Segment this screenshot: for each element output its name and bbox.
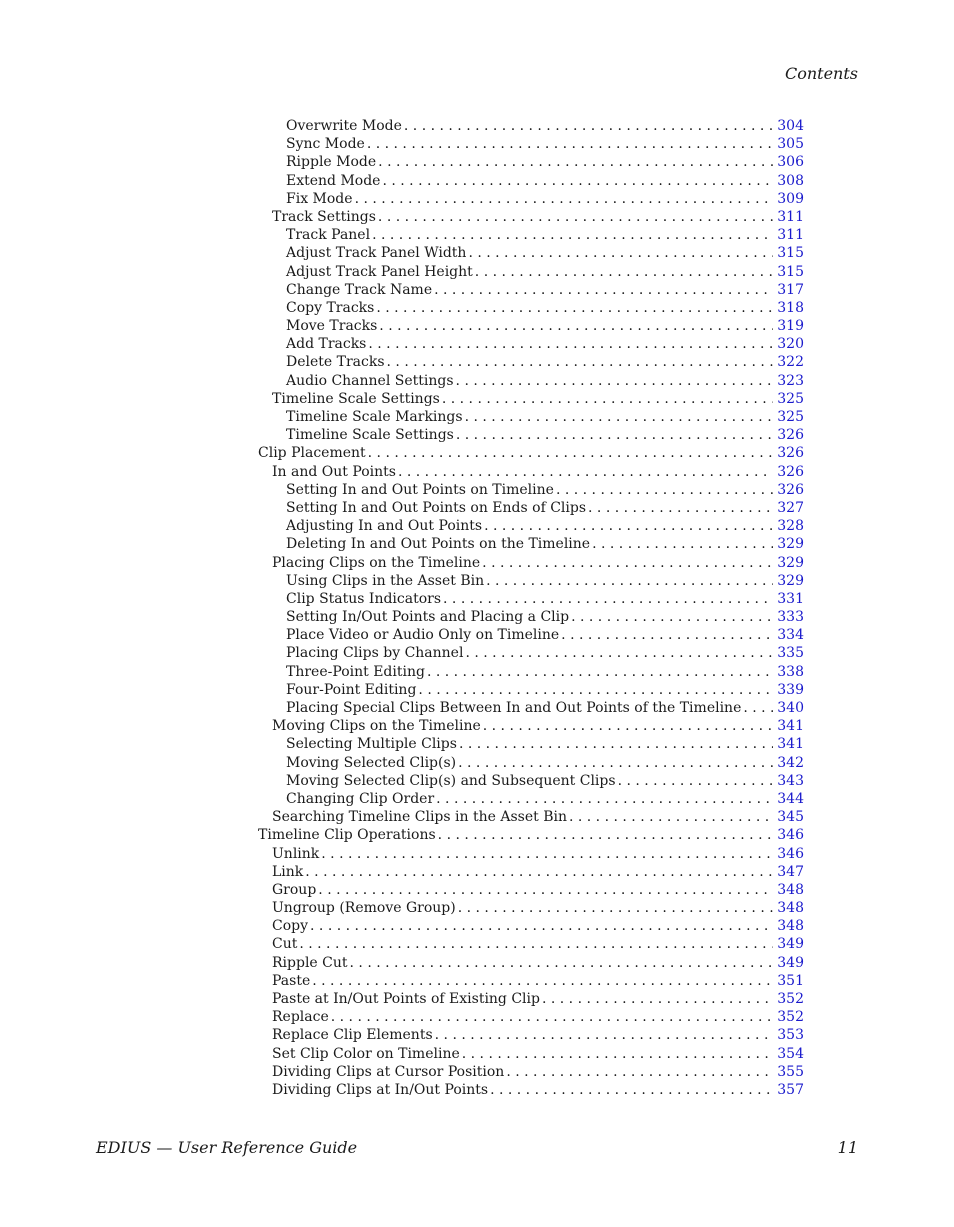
toc-entry-title: Replace Clip Elements bbox=[272, 1027, 433, 1044]
toc-entry bbox=[258, 735, 804, 753]
toc-dot-leader bbox=[299, 935, 773, 953]
toc-entry-title: Unlink bbox=[272, 845, 320, 862]
toc-page-link[interactable]: 354 bbox=[777, 1045, 804, 1062]
toc-entry bbox=[258, 117, 804, 135]
toc-dot-leader bbox=[372, 226, 773, 244]
toc-entry bbox=[258, 554, 804, 572]
toc-dot-leader bbox=[486, 572, 773, 590]
toc-page-link[interactable]: 347 bbox=[777, 863, 804, 880]
toc-dot-leader bbox=[475, 263, 773, 281]
toc-entry-title: Setting In and Out Points on Timeline bbox=[286, 481, 554, 498]
toc-page-link[interactable]: 309 bbox=[777, 190, 804, 207]
toc-dot-leader bbox=[368, 335, 773, 353]
toc-page-link[interactable]: 352 bbox=[777, 1009, 804, 1026]
toc-entry bbox=[258, 299, 804, 317]
toc-entry bbox=[258, 826, 804, 844]
toc-page-link[interactable]: 329 bbox=[777, 572, 804, 589]
toc-dot-leader bbox=[321, 845, 773, 863]
toc-entry-title: Timeline Scale Settings bbox=[286, 427, 454, 444]
toc-entry bbox=[258, 463, 804, 481]
toc-page-link[interactable]: 346 bbox=[777, 845, 804, 862]
toc-page-link[interactable]: 320 bbox=[777, 336, 804, 353]
toc-entry-title: Group bbox=[272, 881, 317, 898]
toc-dot-leader bbox=[483, 717, 774, 735]
toc-entry bbox=[258, 790, 804, 808]
toc-entry-title: Paste bbox=[272, 972, 311, 989]
toc-entry-title: Set Clip Color on Timeline bbox=[272, 1045, 460, 1062]
toc-entry-title: Copy bbox=[272, 918, 309, 935]
toc-entry bbox=[258, 1063, 804, 1081]
toc-page-link[interactable]: 323 bbox=[777, 372, 804, 389]
toc-entry-title: Delete Tracks bbox=[286, 354, 385, 371]
toc-dot-leader bbox=[382, 172, 773, 190]
toc-entry-title: Link bbox=[272, 863, 304, 880]
toc-dot-leader bbox=[387, 353, 774, 371]
toc-entry-title: Setting In/Out Points and Placing a Clip bbox=[286, 609, 570, 626]
toc-dot-leader bbox=[427, 663, 773, 681]
toc-page-link[interactable]: 334 bbox=[777, 627, 804, 644]
toc-page-link[interactable]: 318 bbox=[777, 299, 804, 316]
toc-dot-leader bbox=[367, 135, 773, 153]
toc-page-link[interactable]: 338 bbox=[777, 663, 804, 680]
toc-dot-leader bbox=[618, 772, 774, 790]
toc-entry bbox=[258, 899, 804, 917]
toc-entry bbox=[258, 1081, 804, 1099]
toc-page-link[interactable]: 352 bbox=[777, 991, 804, 1007]
toc-entry-title: Changing Clip Order bbox=[286, 790, 435, 807]
toc-page-link[interactable]: 343 bbox=[777, 772, 804, 789]
toc-entry-title: Sync Mode bbox=[286, 136, 365, 153]
toc-entry bbox=[258, 426, 804, 444]
toc-entry-title: Moving Clips on the Timeline bbox=[272, 718, 481, 735]
toc-entry bbox=[258, 335, 804, 353]
toc-entry bbox=[258, 517, 804, 535]
toc-dot-leader bbox=[465, 644, 773, 662]
toc-entry-title: Ripple Mode bbox=[286, 154, 377, 171]
toc-dot-leader bbox=[438, 826, 774, 844]
toc-entry bbox=[258, 990, 804, 1008]
toc-dot-leader bbox=[418, 681, 773, 699]
toc-page-link[interactable]: 339 bbox=[777, 681, 804, 698]
toc-entry-title: Place Video or Audio Only on Timeline bbox=[286, 627, 560, 644]
toc-page-link[interactable]: 306 bbox=[777, 154, 804, 171]
toc-entry bbox=[258, 608, 804, 626]
toc-page-link[interactable]: 355 bbox=[777, 1063, 804, 1080]
toc-dot-leader bbox=[456, 372, 774, 390]
toc-page-link[interactable]: 305 bbox=[777, 136, 804, 153]
toc-entry bbox=[258, 845, 804, 863]
toc-dot-leader bbox=[542, 990, 773, 1008]
toc-entry bbox=[258, 244, 804, 262]
toc-dot-leader bbox=[310, 917, 773, 935]
toc-dot-leader bbox=[506, 1063, 773, 1081]
toc-dot-leader bbox=[368, 444, 774, 462]
toc-entry-title: Timeline Scale Settings bbox=[272, 390, 440, 407]
toc-entry-title: Adjust Track Panel Width bbox=[286, 245, 467, 262]
toc-dot-leader bbox=[456, 426, 773, 444]
toc-page-link[interactable]: 325 bbox=[777, 409, 804, 425]
toc-entry-title: Placing Special Clips Between In and Out Points of the Timeline bbox=[286, 700, 742, 716]
toc-dot-leader bbox=[588, 499, 773, 517]
page-number: 11 bbox=[837, 1138, 858, 1157]
toc-page-link[interactable]: 319 bbox=[777, 318, 804, 335]
toc-entry-title: Ungroup (Remove Group) bbox=[272, 900, 456, 917]
toc-page-link[interactable]: 311 bbox=[777, 208, 804, 225]
toc-dot-leader bbox=[482, 554, 773, 572]
toc-entry-title: Deleting In and Out Points on the Timeline bbox=[286, 536, 591, 553]
toc-entry-title: Searching Timeline Clips in the Asset Bin bbox=[272, 809, 567, 826]
toc-entry bbox=[258, 190, 804, 208]
toc-entry bbox=[258, 717, 804, 735]
toc-entry-title: Track Panel bbox=[286, 227, 371, 244]
toc-entry bbox=[258, 954, 804, 972]
toc-page-link[interactable]: 317 bbox=[777, 281, 804, 298]
toc-entry bbox=[258, 681, 804, 699]
toc-entry bbox=[258, 935, 804, 953]
toc-entry-title: Change Track Name bbox=[286, 281, 433, 298]
toc-dot-leader bbox=[355, 190, 774, 208]
toc-dot-leader bbox=[378, 208, 773, 226]
toc-entry bbox=[258, 535, 804, 553]
toc-entry-title: Three-Point Editing bbox=[286, 663, 425, 680]
toc-dot-leader bbox=[318, 881, 773, 899]
toc-page-link[interactable]: 344 bbox=[777, 790, 804, 807]
toc-dot-leader bbox=[331, 1008, 774, 1026]
toc-page-link[interactable]: 326 bbox=[777, 445, 804, 462]
toc-entry-title: Track Settings bbox=[272, 208, 376, 225]
toc-dot-leader bbox=[435, 1026, 774, 1044]
toc-entry-title: Using Clips in the Asset Bin bbox=[286, 572, 485, 589]
toc-dot-leader bbox=[556, 481, 773, 499]
toc-page-link[interactable]: 342 bbox=[777, 754, 804, 771]
toc-entry bbox=[258, 390, 804, 408]
toc-page-link[interactable]: 326 bbox=[777, 463, 804, 480]
toc-dot-leader bbox=[484, 517, 773, 535]
toc-page-link[interactable]: 304 bbox=[777, 118, 804, 134]
toc-page-link[interactable]: 345 bbox=[777, 809, 804, 826]
toc-entry-title: Clip Status Indicators bbox=[286, 590, 442, 607]
toc-entry-title: Adjust Track Panel Height bbox=[286, 263, 473, 280]
toc-entry bbox=[258, 1026, 804, 1044]
toc-page-link[interactable]: 326 bbox=[777, 481, 804, 498]
toc-page-link[interactable]: 322 bbox=[777, 354, 804, 371]
toc-entry bbox=[258, 408, 804, 426]
toc-page-link[interactable]: 335 bbox=[777, 645, 804, 662]
toc-dot-leader bbox=[404, 117, 773, 135]
toc-page-link[interactable]: 325 bbox=[777, 390, 804, 407]
toc-dot-leader bbox=[305, 863, 773, 881]
toc-page-link[interactable]: 308 bbox=[777, 172, 804, 189]
toc-entry bbox=[258, 317, 804, 335]
toc-page-link[interactable]: 340 bbox=[777, 700, 804, 716]
toc-entry-title: Audio Channel Settings bbox=[286, 372, 454, 389]
toc-dot-leader bbox=[592, 535, 773, 553]
toc-dot-leader bbox=[468, 244, 773, 262]
toc-dot-leader bbox=[569, 808, 773, 826]
toc-entry-title: Selecting Multiple Clips bbox=[286, 736, 457, 753]
toc-page-link[interactable]: 348 bbox=[777, 900, 804, 917]
toc-dot-leader bbox=[490, 1081, 773, 1099]
toc-dot-leader bbox=[442, 390, 773, 408]
toc-dot-leader bbox=[350, 954, 774, 972]
toc-dot-leader bbox=[379, 317, 773, 335]
toc-entry bbox=[258, 172, 804, 190]
toc-dot-leader bbox=[561, 626, 773, 644]
toc-entry-title: Placing Clips by Channel bbox=[286, 645, 464, 662]
toc-dot-leader bbox=[465, 408, 774, 426]
toc-entry-title: Timeline Scale Markings bbox=[286, 409, 463, 425]
toc-page-link[interactable]: 341 bbox=[777, 718, 804, 735]
toc-entry bbox=[258, 1008, 804, 1026]
toc-page-link[interactable]: 341 bbox=[777, 736, 804, 753]
toc-dot-leader bbox=[462, 1045, 774, 1063]
toc-entry-title: Timeline Clip Operations bbox=[258, 827, 436, 844]
toc-dot-leader bbox=[458, 899, 774, 917]
toc-entry bbox=[258, 353, 804, 371]
toc-entry-title: Dividing Clips at Cursor Position bbox=[272, 1063, 505, 1080]
toc-entry-title: Fix Mode bbox=[286, 190, 353, 207]
toc-entry bbox=[258, 881, 804, 899]
toc-page-link[interactable]: 328 bbox=[777, 518, 804, 535]
toc-entry-title: In and Out Points bbox=[272, 463, 396, 480]
toc-page-link[interactable]: 351 bbox=[777, 972, 804, 989]
toc-page-link[interactable]: 357 bbox=[777, 1081, 804, 1098]
toc-entry-title: Extend Mode bbox=[286, 172, 381, 189]
toc-page-link[interactable]: 349 bbox=[777, 936, 804, 953]
toc-entry-title: Adjusting In and Out Points bbox=[286, 518, 483, 535]
toc-page-link[interactable]: 349 bbox=[777, 954, 804, 971]
toc-entry bbox=[258, 972, 804, 990]
toc-entry-title: Moving Selected Clip(s) bbox=[286, 754, 457, 771]
toc-entry bbox=[258, 444, 804, 462]
toc-page-link[interactable]: 348 bbox=[777, 881, 804, 898]
toc-page-link[interactable]: 311 bbox=[777, 227, 804, 244]
toc-entry bbox=[258, 263, 804, 281]
toc-dot-leader bbox=[434, 281, 773, 299]
toc-entry-title: Ripple Cut bbox=[272, 954, 348, 971]
toc-entry bbox=[258, 481, 804, 499]
toc-entry-title: Setting In and Out Points on Ends of Clips bbox=[286, 499, 587, 516]
toc-entry bbox=[258, 644, 804, 662]
toc-entry bbox=[258, 917, 804, 935]
toc-entry bbox=[258, 663, 804, 681]
toc-entry bbox=[258, 626, 804, 644]
toc-entry bbox=[258, 772, 804, 790]
toc-entry bbox=[258, 153, 804, 171]
toc-entry-title: Replace bbox=[272, 1009, 329, 1026]
toc-dot-leader bbox=[378, 153, 773, 171]
toc-entry bbox=[258, 135, 804, 153]
toc-entry bbox=[258, 699, 804, 717]
toc-page-link[interactable]: 353 bbox=[777, 1027, 804, 1044]
toc-dot-leader bbox=[398, 463, 773, 481]
toc-page-link[interactable]: 346 bbox=[777, 827, 804, 844]
toc-entry-title: Add Tracks bbox=[286, 336, 367, 353]
toc-entry-title: Move Tracks bbox=[286, 318, 378, 335]
toc-entry bbox=[258, 372, 804, 390]
toc-entry bbox=[258, 208, 804, 226]
toc-entry-title: Dividing Clips at In/Out Points bbox=[272, 1081, 489, 1098]
toc-page-link[interactable]: 348 bbox=[777, 918, 804, 935]
toc-entry-title: Cut bbox=[272, 936, 298, 953]
toc-entry-title: Paste at In/Out Points of Existing Clip bbox=[272, 991, 540, 1007]
toc-page-link[interactable]: 315 bbox=[777, 245, 804, 262]
toc-dot-leader bbox=[312, 972, 773, 990]
toc-dot-leader bbox=[459, 735, 773, 753]
toc-entry-title: Copy Tracks bbox=[286, 299, 375, 316]
toc-entry bbox=[258, 808, 804, 826]
toc-dot-leader bbox=[743, 699, 773, 717]
toc-entry-title: Clip Placement bbox=[258, 445, 366, 462]
toc-dot-leader bbox=[571, 608, 773, 626]
toc-page-link[interactable]: 329 bbox=[777, 554, 804, 571]
running-header-title: Contents bbox=[784, 64, 858, 83]
toc-entry bbox=[258, 1045, 804, 1063]
running-footer-guide-title: EDIUS — User Reference Guide bbox=[96, 1138, 358, 1157]
toc-entry bbox=[258, 499, 804, 517]
toc-entry bbox=[258, 590, 804, 608]
toc-entry bbox=[258, 281, 804, 299]
toc-entry bbox=[258, 863, 804, 881]
toc-dot-leader bbox=[436, 790, 773, 808]
toc-page-link[interactable]: 326 bbox=[777, 427, 804, 444]
toc-entry bbox=[258, 754, 804, 772]
toc-page-link[interactable]: 329 bbox=[777, 536, 804, 553]
toc-page-link[interactable]: 327 bbox=[777, 499, 804, 516]
toc-dot-leader bbox=[376, 299, 773, 317]
toc-entry-title: Four-Point Editing bbox=[286, 681, 417, 698]
toc-dot-leader bbox=[443, 590, 773, 608]
toc-entry bbox=[258, 226, 804, 244]
toc-entry-title: Overwrite Mode bbox=[286, 118, 402, 134]
toc-page-link[interactable]: 315 bbox=[777, 263, 804, 280]
toc-dot-leader bbox=[458, 754, 773, 772]
toc-entry bbox=[258, 572, 804, 590]
toc-entry-title: Placing Clips on the Timeline bbox=[272, 554, 481, 571]
table-of-contents bbox=[258, 117, 804, 1099]
toc-page-link[interactable]: 333 bbox=[777, 609, 804, 626]
toc-page-link[interactable]: 331 bbox=[777, 590, 804, 607]
toc-entry-title: Moving Selected Clip(s) and Subsequent Clips bbox=[286, 772, 616, 789]
